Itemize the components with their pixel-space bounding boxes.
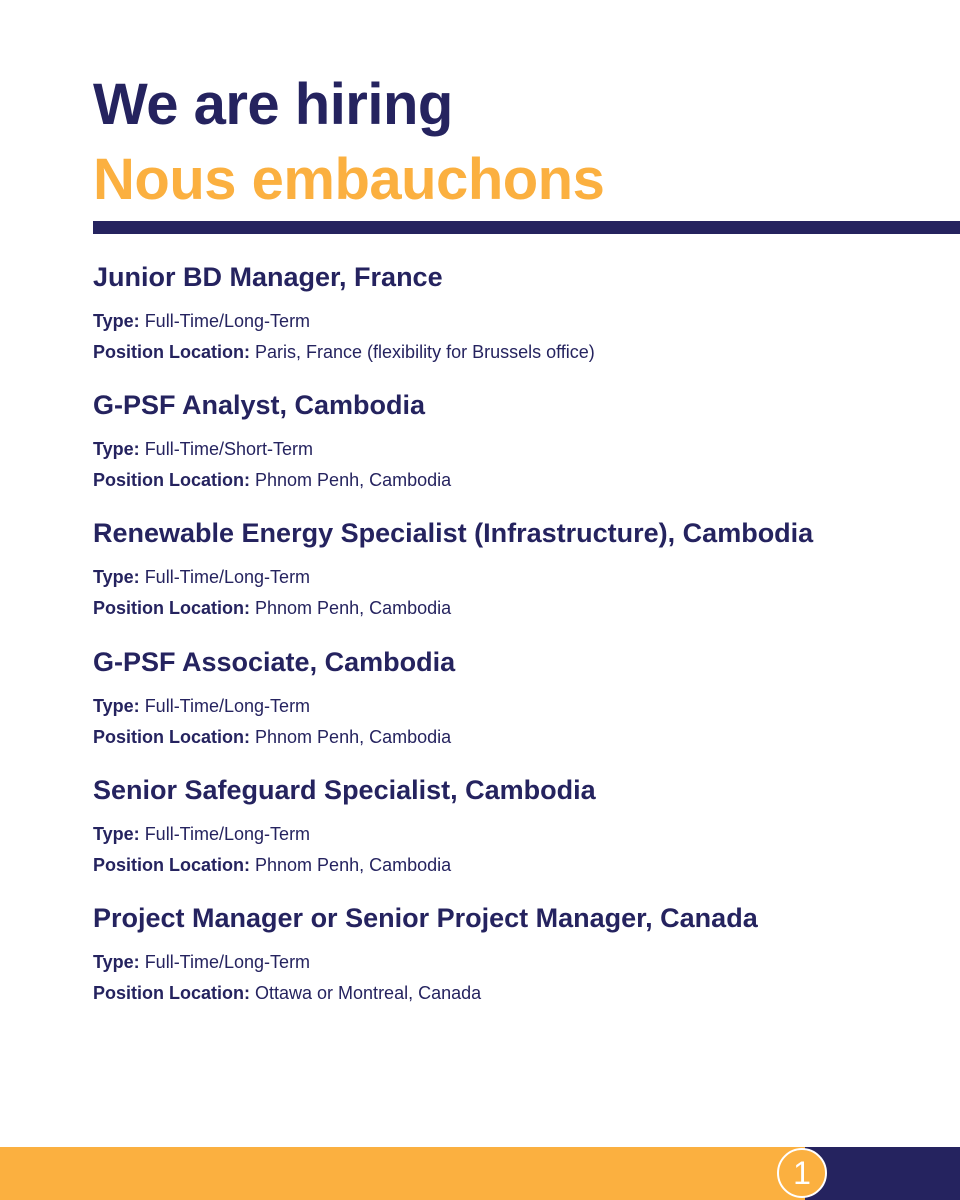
job-location-value: Phnom Penh, Cambodia bbox=[255, 598, 452, 618]
job-type-value: Full-Time/Long-Term bbox=[144, 952, 311, 972]
job-location-label: Position Location: bbox=[93, 342, 250, 362]
job-listing-gpsf-analyst bbox=[93, 388, 953, 492]
job-location-label: Position Location: bbox=[93, 855, 250, 875]
job-listing-project-manager bbox=[93, 901, 953, 1005]
job-listing-senior-safeguard-specialist bbox=[93, 773, 953, 877]
job-type-label: Type: bbox=[93, 696, 140, 716]
footer-accent-block bbox=[805, 1147, 960, 1200]
job-type bbox=[93, 694, 953, 718]
job-type-value: Full-Time/Long-Term bbox=[144, 824, 311, 844]
job-location-label: Position Location: bbox=[93, 470, 250, 490]
job-type-label: Type: bbox=[93, 567, 140, 587]
job-listing-renewable-energy-specialist bbox=[93, 516, 953, 620]
job-location bbox=[93, 340, 953, 364]
job-type-label: Type: bbox=[93, 952, 140, 972]
job-location bbox=[93, 853, 953, 877]
job-location-label: Position Location: bbox=[93, 983, 250, 1003]
job-location-value: Ottawa or Montreal, Canada bbox=[255, 983, 482, 1003]
job-title: Project Manager or Senior Project Manager, Canada bbox=[93, 903, 758, 933]
job-location bbox=[93, 468, 953, 492]
job-type-label: Type: bbox=[93, 824, 140, 844]
job-title: Junior BD Manager, France bbox=[93, 262, 443, 292]
job-listing-junior-bd-manager bbox=[93, 260, 953, 364]
job-title: Senior Safeguard Specialist, Cambodia bbox=[93, 775, 596, 805]
job-location bbox=[93, 725, 953, 749]
title-divider bbox=[93, 221, 960, 234]
job-type-label: Type: bbox=[93, 439, 140, 459]
job-type-value: Full-Time/Long-Term bbox=[144, 311, 311, 331]
job-location-value: Phnom Penh, Cambodia bbox=[255, 855, 452, 875]
job-location-label: Position Location: bbox=[93, 727, 250, 747]
job-type-label: Type: bbox=[93, 311, 140, 331]
job-type bbox=[93, 565, 953, 589]
page-title-english: We are hiring bbox=[93, 72, 453, 137]
job-type bbox=[93, 437, 953, 461]
job-location-value: Phnom Penh, Cambodia bbox=[255, 470, 452, 490]
job-location-value: Phnom Penh, Cambodia bbox=[255, 727, 452, 747]
page-number-badge: 1 bbox=[777, 1148, 827, 1198]
job-location bbox=[93, 596, 953, 620]
job-location bbox=[93, 981, 953, 1005]
job-type-value: Full-Time/Long-Term bbox=[144, 567, 311, 587]
job-location-label: Position Location: bbox=[93, 598, 250, 618]
job-title: G-PSF Associate, Cambodia bbox=[93, 647, 456, 677]
job-listing-gpsf-associate bbox=[93, 645, 953, 749]
job-title: Renewable Energy Specialist (Infrastructure), Cambodia bbox=[93, 518, 814, 548]
page-title-french: Nous embauchons bbox=[93, 147, 605, 212]
job-location-value: Paris, France (flexibility for Brussels office) bbox=[255, 342, 595, 362]
job-type-value: Full-Time/Short-Term bbox=[144, 439, 314, 459]
job-type bbox=[93, 822, 953, 846]
job-type-value: Full-Time/Long-Term bbox=[144, 696, 311, 716]
job-type bbox=[93, 309, 953, 333]
job-title: G-PSF Analyst, Cambodia bbox=[93, 390, 426, 420]
job-type bbox=[93, 950, 953, 974]
